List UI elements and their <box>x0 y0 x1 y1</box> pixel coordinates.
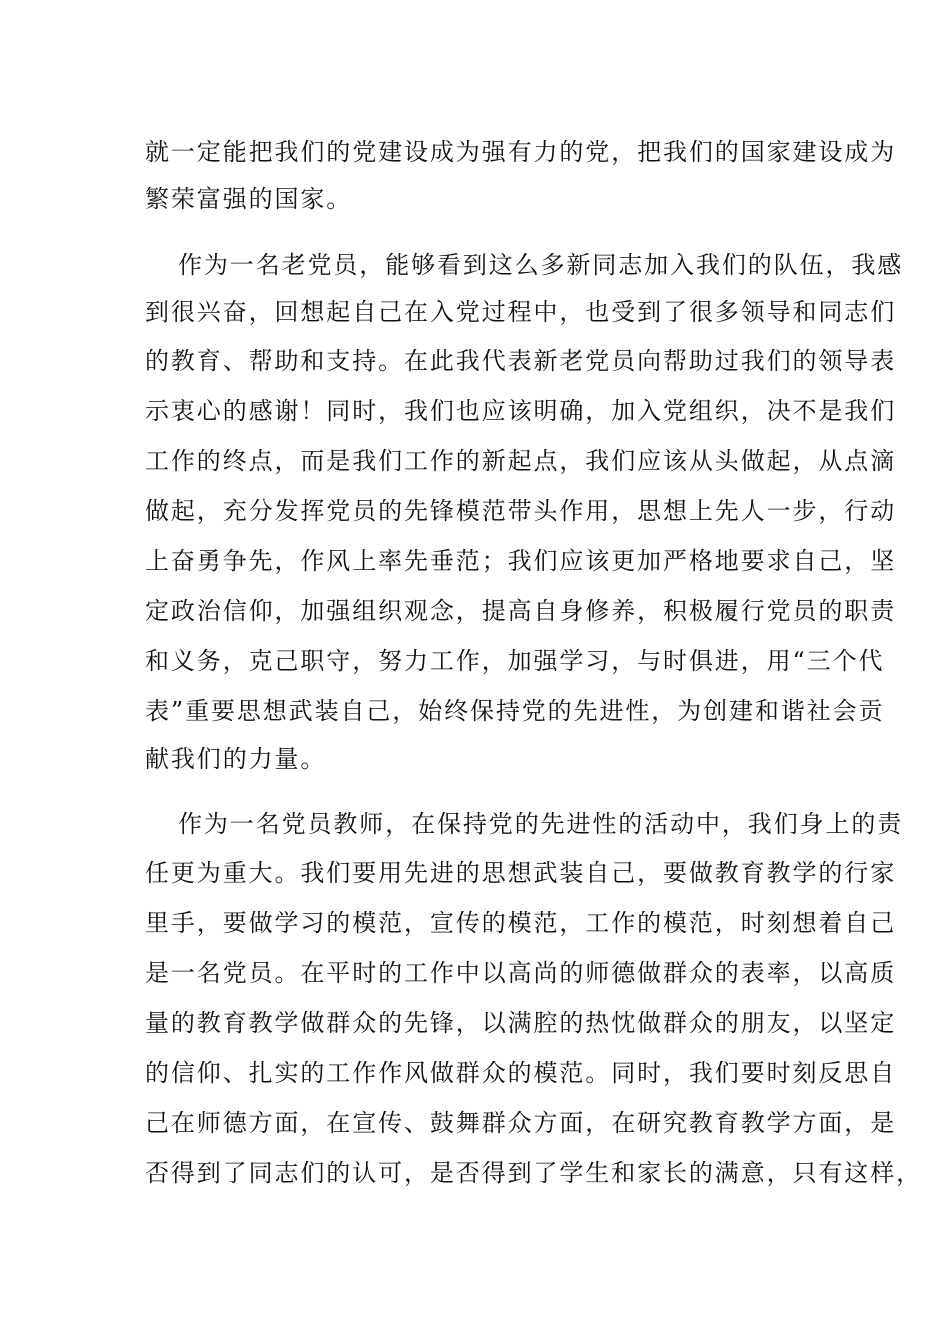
text-line: 做起，充分发挥党员的先锋模范带头作用，思想上先人一步，行动 <box>145 497 897 525</box>
text-line: 示衷心的感谢！同时，我们也应该明确，加入党组织，决不是我们 <box>145 397 897 425</box>
text-line: 和义务，克己职守，努力工作，加强学习，与时俱进，用“三个代 <box>145 647 885 675</box>
text-line: 工作的终点，而是我们工作的新起点，我们应该从头做起，从点滴 <box>145 447 897 475</box>
text-line: 己在师德方面，在宣传、鼓舞群众方面，在研究教育教学方面，是 <box>145 1109 897 1137</box>
text-line: 里手，要做学习的模范，宣传的模范，工作的模范，时刻想着自己 <box>145 909 897 937</box>
text-line: 量的教育教学做群众的先锋，以满腔的热忱做群众的朋友，以坚定 <box>145 1009 897 1037</box>
text-line: 到很兴奋，回想起自己在入党过程中，也受到了很多领导和同志们 <box>145 298 897 326</box>
text-line: 上奋勇争先，作风上率先垂范；我们应该更加严格地要求自己，坚 <box>145 547 897 575</box>
text-line: 繁荣富强的国家。 <box>145 185 353 213</box>
text-line: 就一定能把我们的党建设成为强有力的党，把我们的国家建设成为 <box>145 138 897 166</box>
text-line: 的信仰、扎实的工作作风做群众的模范。同时，我们要时刻反思自 <box>145 1059 897 1087</box>
text-line: 任更为重大。我们要用先进的思想武装自己，要做教育教学的行家 <box>145 859 897 887</box>
text-line: 定政治信仰，加强组织观念，提高自身修养，积极履行党员的职责 <box>145 597 897 625</box>
text-line: 作为一名党员教师，在保持党的先进性的活动中，我们身上的责 <box>178 810 904 838</box>
text-line: 的教育、帮助和支持。在此我代表新老党员向帮助过我们的领导表 <box>145 347 897 375</box>
text-line: 作为一名老党员，能够看到这么多新同志加入我们的队伍，我感 <box>178 251 904 279</box>
text-line: 表”重要思想武装自己，始终保持党的先进性，为创建和谐社会贡 <box>145 697 885 725</box>
text-line: 献我们的力量。 <box>145 745 327 773</box>
text-line: 是一名党员。在平时的工作中以高尚的师德做群众的表率，以高质 <box>145 959 897 987</box>
text-line: 否得到了同志们的认可，是否得到了学生和家长的满意，只有这样， <box>145 1159 922 1187</box>
